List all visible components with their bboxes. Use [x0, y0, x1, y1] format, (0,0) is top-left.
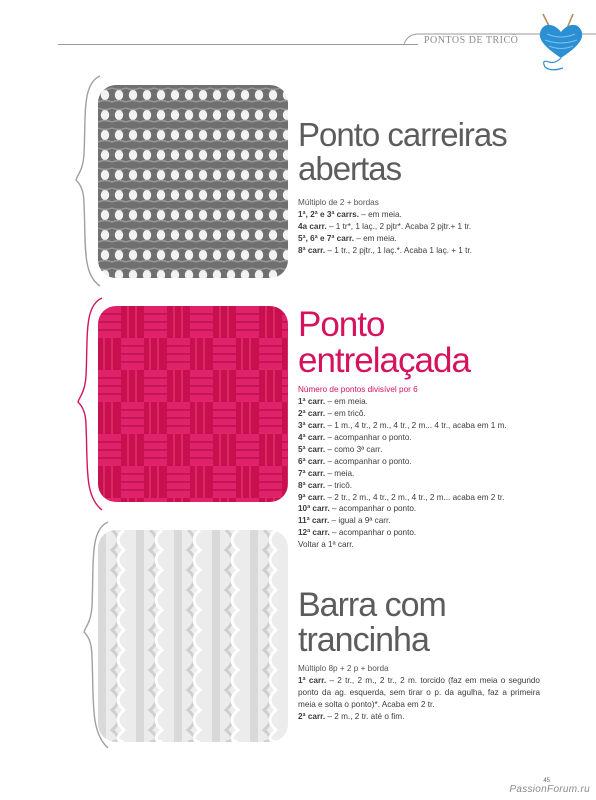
- instruction-line: 1ª carr. – em meia.: [298, 397, 368, 407]
- section-title-line: Ponto carreiras: [298, 116, 507, 153]
- instruction-line: 10ª carr. – acompanhar o ponto.: [298, 504, 417, 514]
- instruction-line: 4ª carr. – acompanhar o ponto.: [298, 433, 412, 442]
- page-number: 45: [543, 778, 550, 784]
- section-entrelacada: [298, 307, 558, 551]
- instruction-line: 5ª carr. – como 3ª carr.: [298, 444, 383, 454]
- swatch-barra-trancinha: [98, 530, 288, 742]
- watermark: PassionForum.ru: [509, 784, 590, 795]
- section-title: [298, 588, 558, 657]
- instruction-line: 1ª, 2ª e 3ª carrs. – em meia.: [298, 210, 402, 220]
- instruction-line: 5ª, 6ª e 7ª carr. – em meia.: [298, 234, 397, 244]
- instruction-line: 4a carr. – 1 tr*, 1 laç., 2 pjtr*. Acaba 2 pjtr.+ 1 tr.: [298, 222, 472, 232]
- instruction-line: 12ª carr. – acompanhar o ponto.: [298, 528, 417, 538]
- instruction-line: Voltar a 1ª carr.: [298, 540, 354, 550]
- section-subtitle: Número de pontos divisível por 6: [298, 385, 418, 395]
- instruction-line: 2ª carr. – 2 m., 2 tr. até o fim.: [298, 711, 405, 721]
- header-title: PONTOS DE TRICÔ: [424, 35, 519, 46]
- section-title: [298, 118, 558, 185]
- yarn-heart-icon: [533, 12, 589, 72]
- swatch-carreiras-abertas: [98, 85, 288, 278]
- instruction-line: 8ª carr. – 1 tr., 2 pjtr., 1 laç.*. Acaba 1 laç. + 1 tr.: [298, 245, 472, 255]
- instruction-line: 1ª carr. – 2 tr., 2 m., 2 tr., 2 m. torcido (faz em meia o segundo ponto da ag. esquerda, sem tirar o p. da agulha, faz a primeira meia e solta o ponto)*. Acaba em 2 tr.: [298, 676, 540, 710]
- header-rule: [58, 44, 418, 45]
- instruction-line: 6ª carr. – acompanhar o ponto.: [298, 456, 412, 466]
- section-subtitle: Múltiplo 8p + 2 p + borda: [298, 664, 389, 674]
- instruction-line: 7ª carr. – meia.: [298, 468, 355, 478]
- section-barra-trancinha: [298, 588, 558, 723]
- instruction-line: 9ª carr. – 2 tr., 2 m., 4 tr., 2 m., 4 tr., 2 m... acaba em 2 tr.: [298, 492, 505, 502]
- section-title-line: Ponto entrelaçada: [298, 305, 470, 380]
- section-title-line: Barra com trancinha: [298, 586, 446, 659]
- section-title: [298, 307, 558, 378]
- section-subtitle: Múltiplo de 2 + bordas: [298, 198, 379, 208]
- instruction-line: 11ª carr. – igual a 9ª carr.: [298, 516, 391, 526]
- instruction-line: 8ª carr. – tricô.: [298, 480, 353, 490]
- section-carreiras-abertas: [298, 118, 558, 257]
- instruction-line: 3ª carr. – 1 m., 4 tr., 2 m., 4 tr., 2 m... 4 tr., acaba em 1 m.: [298, 421, 507, 431]
- swatch-entrelacada: [98, 306, 288, 502]
- instruction-line: 2ª carr. – em tricô.: [298, 409, 366, 419]
- section-title-line: abertas: [298, 149, 402, 187]
